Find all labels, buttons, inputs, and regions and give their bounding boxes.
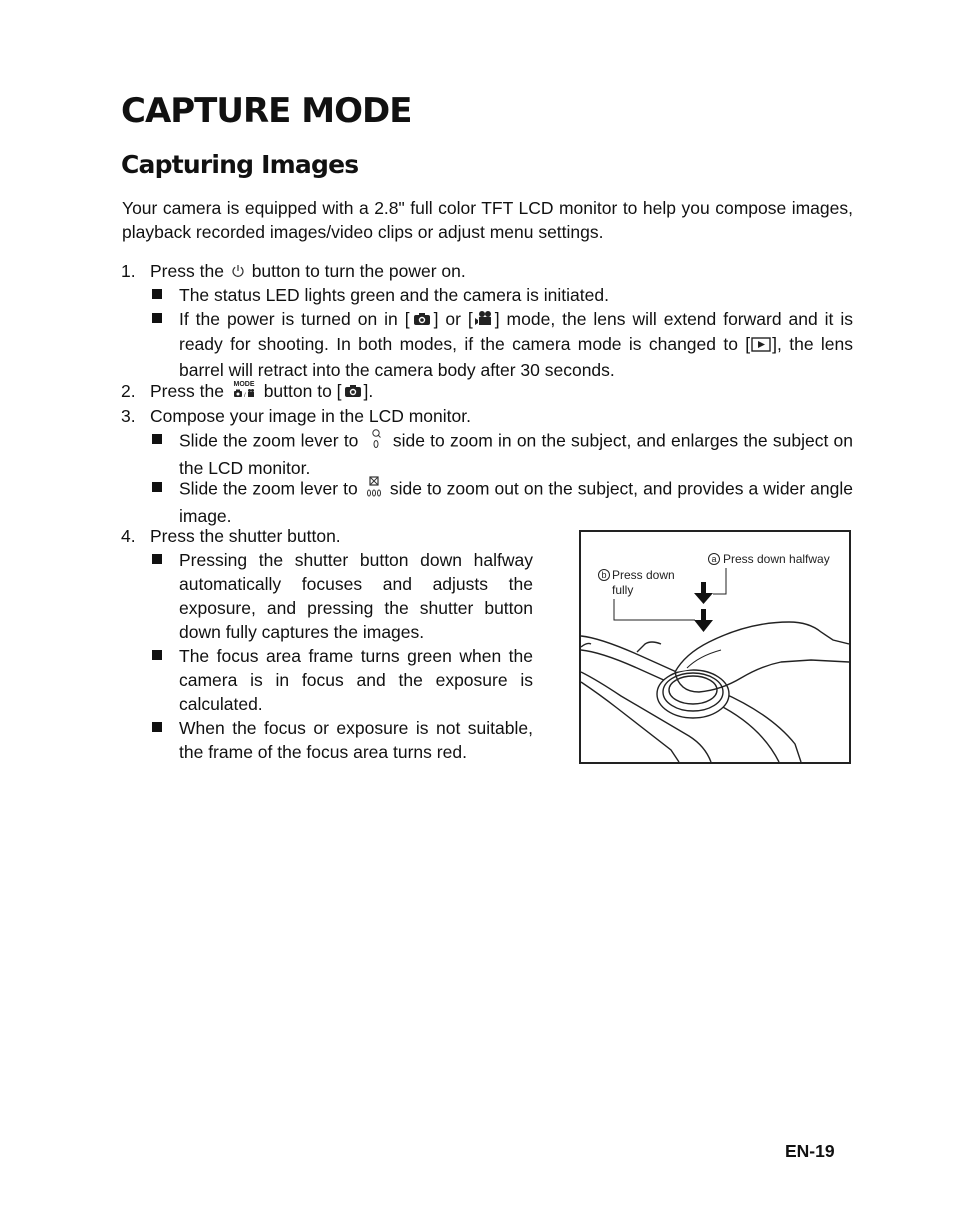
camera-icon	[344, 380, 362, 404]
step-number: 3.	[121, 406, 136, 426]
list-item: Slide the zoom lever to side to zoom in on the subject, and enlarges the subject on the LCD monitor.	[179, 428, 853, 480]
intro-paragraph: Your camera is equipped with a 2.8" full color TFT LCD monitor to help you compose images, playback recorded images/video clips or adjust menu settings.	[122, 198, 853, 242]
camera-icon	[413, 308, 431, 332]
zoom-tele-icon	[370, 428, 382, 456]
page-title: CAPTURE MODE	[121, 91, 412, 131]
bullet-icon	[152, 554, 162, 564]
page-number: EN-19	[785, 1141, 835, 1161]
shutter-button	[657, 670, 729, 718]
bullet-icon	[152, 289, 162, 299]
leader-line-a	[713, 568, 726, 594]
list-item: Pressing the shutter button down halfway automatically focuses and adjusts the exposure, and pressing the shutter button down fully captures the images.	[179, 550, 533, 642]
shutter-drawing	[581, 532, 849, 762]
step-number: 4.	[121, 526, 136, 546]
list-item: When the focus or exposure is not suitable, the frame of the focus area turns red.	[179, 718, 533, 762]
bullet-icon	[152, 722, 162, 732]
arrow-down-icon	[694, 582, 713, 604]
bullet-icon	[152, 482, 162, 492]
mode-button-icon	[232, 379, 256, 405]
movie-icon	[474, 308, 494, 332]
svg-text:/: /	[243, 393, 246, 400]
leader-line-b	[614, 599, 695, 620]
label-a-marker: a	[711, 554, 717, 564]
step-4-text: Press the shutter button.	[150, 526, 341, 546]
bullet-icon	[152, 650, 162, 660]
list-item: The status LED lights green and the camera is initiated.	[179, 285, 609, 305]
arrow-down-icon	[694, 609, 713, 632]
step-2-text: Press the MODE / button to [ ].	[150, 379, 373, 405]
finger	[675, 622, 849, 672]
shutter-illustration	[579, 530, 851, 764]
list-item: The focus area frame turns green when the camera is in focus and the exposure is calculated.	[179, 646, 533, 714]
playback-icon	[751, 334, 771, 358]
step-1-text: Press the button to turn the power on.	[150, 259, 466, 284]
zoom-wide-icon	[366, 476, 382, 504]
step-number: 1.	[121, 261, 136, 281]
power-icon	[231, 260, 245, 284]
label-a-text: Press down halfway	[723, 552, 830, 566]
section-title: Capturing Images	[121, 150, 359, 179]
list-item: If the power is turned on in [ ] or [ ] mode, the lens will extend forward and it is ready for shooting. In both modes, if the camera mode is changed to [ ], the lens barrel will retract into the camera body after 30 seconds.	[179, 309, 853, 380]
svg-text:MODE: MODE	[233, 381, 255, 389]
label-b-text-2: fully	[612, 583, 634, 597]
list-item: Slide the zoom lever to side to zoom out on the subject, and provides a wider angle image.	[179, 476, 853, 528]
bullet-icon	[152, 434, 162, 444]
label-b-marker: b	[601, 570, 607, 580]
step-3-text: Compose your image in the LCD monitor.	[150, 406, 471, 426]
label-b-text-1: Press down	[612, 568, 675, 582]
step-number: 2.	[121, 381, 136, 401]
bullet-icon	[152, 313, 162, 323]
